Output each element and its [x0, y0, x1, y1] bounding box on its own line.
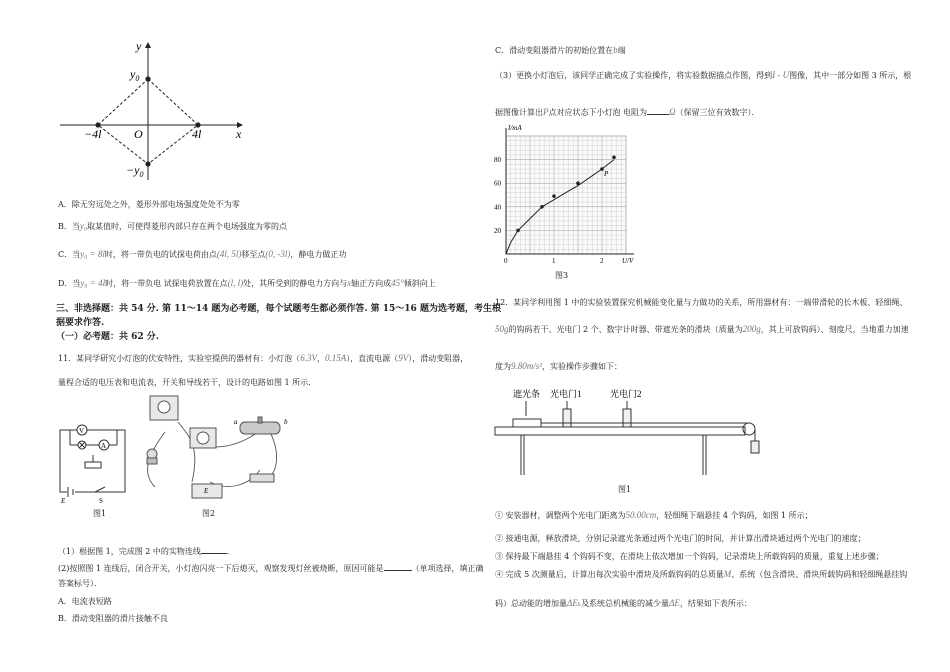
neg-4l-label: −4l [84, 127, 102, 141]
y-tick-label: 80 [494, 156, 501, 165]
fig2-rheostat-a-label: a [234, 418, 238, 426]
y-axis-label: y [136, 39, 142, 53]
y-tick-label: 40 [494, 203, 501, 212]
option-b: B．当y₀取某值时，可使得菱形内部只存在两个电场强度为零的点 [58, 221, 288, 231]
chart-x-label: U/V [622, 257, 634, 265]
neg-y0-label: $-y_0$ [126, 163, 144, 179]
section-sub: （一）必考题：共 62 分. [56, 332, 159, 342]
x-tick-label: 1 [552, 257, 556, 265]
iu-chart [488, 122, 648, 282]
q12-step5: 码）总动能的增加量ΔEₖ及系统总机械能的减少量ΔE，结果如下表所示： [495, 598, 752, 608]
q12-line3: 度为9.80m/s²，实验操作步骤如下： [495, 361, 622, 371]
data-point [612, 155, 616, 159]
data-point [516, 229, 520, 233]
diamond-field-figure [52, 38, 262, 188]
x-tick-label: 0 [504, 257, 508, 265]
section-heading-cont: 据要求作答. [56, 318, 105, 328]
q11-sub2-cont: 答案标号）． [58, 579, 102, 588]
section-heading: 三、非选择题：共 54 分. 第 11～14 题为必考题，每个试题考生都必须作答. 第 15～16 题为选考题，考生根 [56, 304, 501, 314]
chart-grid [506, 136, 626, 254]
q12-step4: ④ 完成 5 次测量后，计算出每次实验中滑块及所载钩码的总质量M、系统（包含滑块、滑块所载钩码和轻细绳悬挂钩 [495, 569, 908, 579]
label-light-strip: 遮光条 [513, 389, 541, 399]
q12-line1: 12．某同学利用图 1 中的实验装置探究机械能变化量与力做功的关系，所用器材有：一端带滑轮的长木板、轻细绳、 [495, 298, 908, 307]
charge-bottom [145, 161, 150, 166]
x-tick-label: 2 [600, 257, 604, 265]
x-axis-label: x [236, 127, 242, 141]
fig1-ammeter-label: A [101, 442, 107, 450]
charge-top [145, 76, 150, 81]
fig1-voltmeter-label: V [79, 427, 85, 435]
q11-sub2: (2)按照图 1 连线后，闭合开关，小灯泡闪亮一下后熄灭，观察发现灯丝被烧断，原因可能是 （单项选择，填正确 [58, 561, 484, 574]
q12-step3: ③ 保持最下端悬挂 4 个钩码不变，在滑块上依次增加一个钩码，记录滑块上所载钩码的质量，重复上述步骤； [495, 552, 884, 561]
q11-option-b: B．滑动变阻器的滑片接触不良 [58, 614, 168, 623]
q11-option-c: C．滑动变阻器滑片的初始位置在b端 [495, 45, 626, 55]
q12-fig-caption: 图1 [618, 485, 632, 494]
fig2-battery-label: E [204, 487, 209, 495]
chart-caption: 图3 [555, 271, 569, 280]
q11-part3-line1: （3）更换小灯泡后，该同学正确完成了实验操作，将实验数据描点作图，得到I - U图像，其中一部分如图 3 所示，根 [495, 70, 912, 80]
origin-label: O [134, 127, 143, 141]
q12-line2: 50g的钩码若干、光电门 2 个、数字计时器、带遮光条的滑块（质量为200g，其上可放钩码）、刻度尺，当地重力加速 [495, 324, 909, 334]
data-point [552, 194, 556, 198]
fig1-caption: 图1 [93, 509, 107, 518]
label-gate2: 光电门2 [610, 389, 642, 399]
data-point [540, 205, 544, 209]
y-tick-label: 60 [494, 179, 501, 188]
data-point [576, 181, 580, 185]
option-d: D．当y₀ = 4l时，将一带负电 试探电荷放置在点(l, l)处，其所受到的静电力方向与x轴正方向成45°倾斜向上 [58, 278, 436, 288]
q12-step1: ① 安装器材，调整两个光电门距离为50.00cm，轻细绳下端悬挂 4 个钩码，如图 1 所示； [495, 510, 813, 520]
y-tick-label: 20 [494, 226, 501, 235]
fig2-rheostat-b-label: b [284, 418, 288, 426]
circuit-diagram-fig1 [55, 415, 130, 505]
pos-4l-label: 4l [192, 127, 202, 141]
option-c: C．当y₀ = 8l时，将一带负电的试探电荷由点(4l, 5l)移至点(0, -3l)，静电力做正功 [58, 249, 347, 259]
q11-part3-line2: 据图像计算出P点对应状态下小灯泡 电阻为 Ω（保留三位有效数字）． [495, 107, 760, 117]
q11-line1: 11．某同学研究小灯泡的伏安特性，实验室提供的器材有：小灯泡（6.3V，0.15A），直流电源（9V），滑动变阻器， [58, 353, 469, 363]
q11-sub1: （1）根据图 1，完成图 2 中的实物连线 ． [58, 544, 235, 557]
y0-label: $y_0$ [130, 67, 140, 83]
chart-point-p-label: P [604, 170, 609, 179]
q11-option-a: A．电流表短路 [58, 597, 112, 606]
track-apparatus-fig [493, 383, 773, 483]
q11-line2: 量程合适的电压表和电流表，开关和导线若干，设计的电路如图 1 所示． [58, 378, 317, 387]
apparatus-fig2 [130, 392, 300, 504]
grid-frame [506, 136, 626, 254]
fig2-caption: 图2 [202, 509, 216, 518]
chart-y-label: I/mA [508, 124, 522, 132]
option-a: A．除无穷远处之外，菱形外部电场强度处处不为零 [58, 200, 240, 209]
q12-step2: ② 接通电源，释放滑块，分别记录遮光条通过两个光电门的时间，并计算出滑块通过两个光电门的速度； [495, 534, 866, 543]
label-gate1: 光电门1 [550, 389, 582, 399]
fig1-switch-label: S [99, 497, 103, 505]
fig1-emf-label: E [61, 497, 66, 505]
